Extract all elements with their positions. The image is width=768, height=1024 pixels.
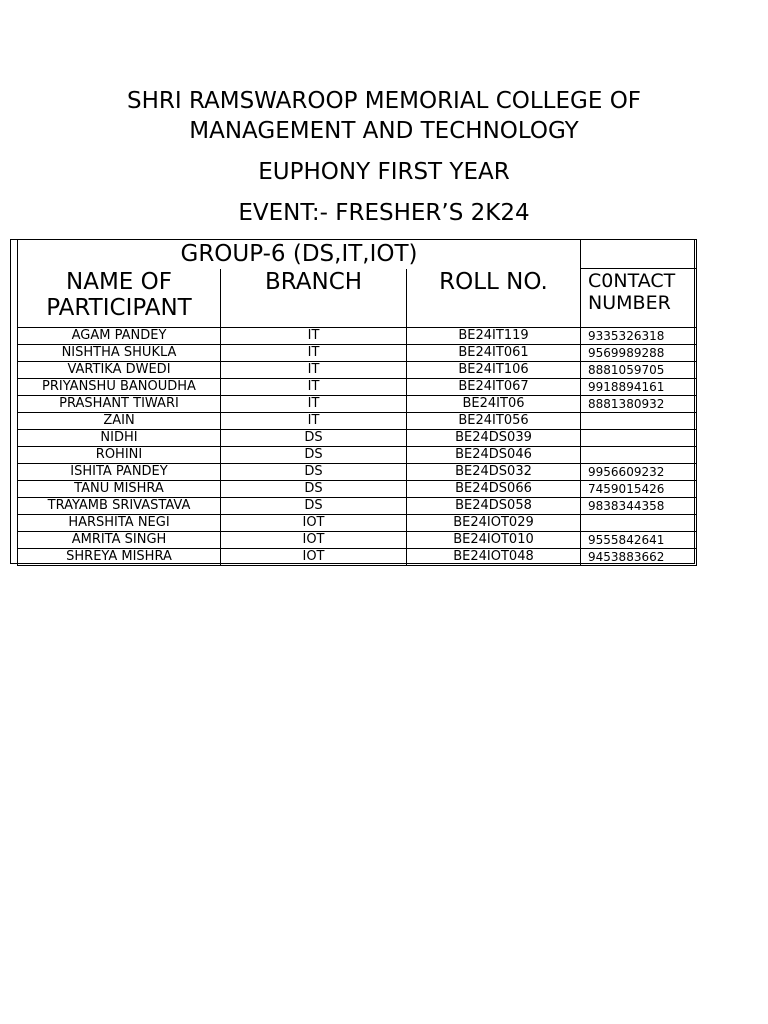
branch-cell: IOT [221,549,407,566]
roll-number-cell: BE24IOT010 [407,532,581,549]
participant-name-cell: NISHTHA SHUKLA [18,345,221,362]
table-row [18,532,697,549]
branch-cell: DS [221,464,407,481]
roll-number-cell: BE24IT119 [407,328,581,345]
college-name-line-1: SHRI RAMSWAROOP MEMORIAL COLLEGE OF [126,88,642,114]
table-row [18,447,697,464]
contact-header-line-1: C0NTACT [588,270,676,292]
club-title: EUPHONY FIRST YEAR [258,159,510,185]
contact-column-header [581,269,697,328]
participant-name-cell: HARSHITA NEGI [18,515,221,532]
branch-cell: DS [221,498,407,515]
college-name-line-2: MANAGEMENT AND TECHNOLOGY [189,118,579,144]
branch-cell: IOT [221,515,407,532]
participant-name-cell: ROHINI [18,447,221,464]
roll-number-cell: BE24DS032 [407,464,581,481]
roll-number-cell: BE24IOT029 [407,515,581,532]
name-header-line-2: PARTICIPANT [46,294,192,321]
table-row [18,481,697,498]
branch-cell: DS [221,447,407,464]
contact-number-cell: 9956609232 [581,464,697,481]
branch-cell: IT [221,362,407,379]
name-column-header [18,269,221,328]
contact-number-cell: 9453883662 [581,549,697,566]
participants-table [17,239,697,566]
contact-number-cell: 9569989288 [581,345,697,362]
participant-name-cell: AGAM PANDEY [18,328,221,345]
roll-number-cell: BE24DS046 [407,447,581,464]
contact-number-cell: 8881059705 [581,362,697,379]
contact-number-cell: 9555842641 [581,532,697,549]
roll-number-cell: BE24DS058 [407,498,581,515]
contact-number-cell: 7459015426 [581,481,697,498]
branch-cell: DS [221,481,407,498]
contact-number-cell: 9838344358 [581,498,697,515]
table-row [18,413,697,430]
contact-number-cell: 8881380932 [581,396,697,413]
table-row [18,464,697,481]
participant-name-cell: SHREYA MISHRA [18,549,221,566]
contact-number-cell: 9918894161 [581,379,697,396]
table-row [18,515,697,532]
roll-number-cell: BE24IT106 [407,362,581,379]
table-row [18,498,697,515]
participant-name-cell: PRASHANT TIWARI [18,396,221,413]
table-row [18,345,697,362]
participant-name-cell: ISHITA PANDEY [18,464,221,481]
participant-name-cell: NIDHI [18,430,221,447]
roll-number-cell: BE24DS066 [407,481,581,498]
table-row [18,549,697,566]
branch-cell: IT [221,379,407,396]
contact-number-cell: 9335326318 [581,328,697,345]
table-row [18,328,697,345]
participant-name-cell: TRAYAMB SRIVASTAVA [18,498,221,515]
group-title-blank-cell [581,240,697,269]
roll-number-cell: BE24IT067 [407,379,581,396]
branch-cell: IT [221,413,407,430]
name-header-line-1: NAME OF [66,268,172,295]
branch-cell: IT [221,328,407,345]
participant-name-cell: ZAIN [18,413,221,430]
roll-column-header: ROLL NO. [407,269,581,328]
table-row [18,396,697,413]
contact-number-cell [581,515,697,532]
event-title: EVENT:- FRESHER’S 2K24 [238,200,530,226]
branch-cell: IT [221,396,407,413]
group-title: GROUP-6 (DS,IT,IOT) [18,240,581,269]
participant-name-cell: VARTIKA DWEDI [18,362,221,379]
roll-number-cell: BE24DS039 [407,430,581,447]
participant-name-cell: PRIYANSHU BANOUDHA [18,379,221,396]
roll-number-cell: BE24IT061 [407,345,581,362]
roll-number-cell: BE24IOT048 [407,549,581,566]
column-header-row [18,269,697,328]
roll-number-cell: BE24IT056 [407,413,581,430]
group-title-row [18,240,697,269]
participant-name-cell: AMRITA SINGH [18,532,221,549]
table-row [18,379,697,396]
contact-number-cell [581,413,697,430]
branch-cell: IT [221,345,407,362]
contact-header-line-2: NUMBER [588,292,671,314]
contact-number-cell [581,447,697,464]
table-row [18,430,697,447]
contact-number-cell [581,430,697,447]
table-row [18,362,697,379]
branch-cell: IOT [221,532,407,549]
participant-name-cell: TANU MISHRA [18,481,221,498]
roll-number-cell: BE24IT06 [407,396,581,413]
branch-column-header: BRANCH [221,269,407,328]
branch-cell: DS [221,430,407,447]
